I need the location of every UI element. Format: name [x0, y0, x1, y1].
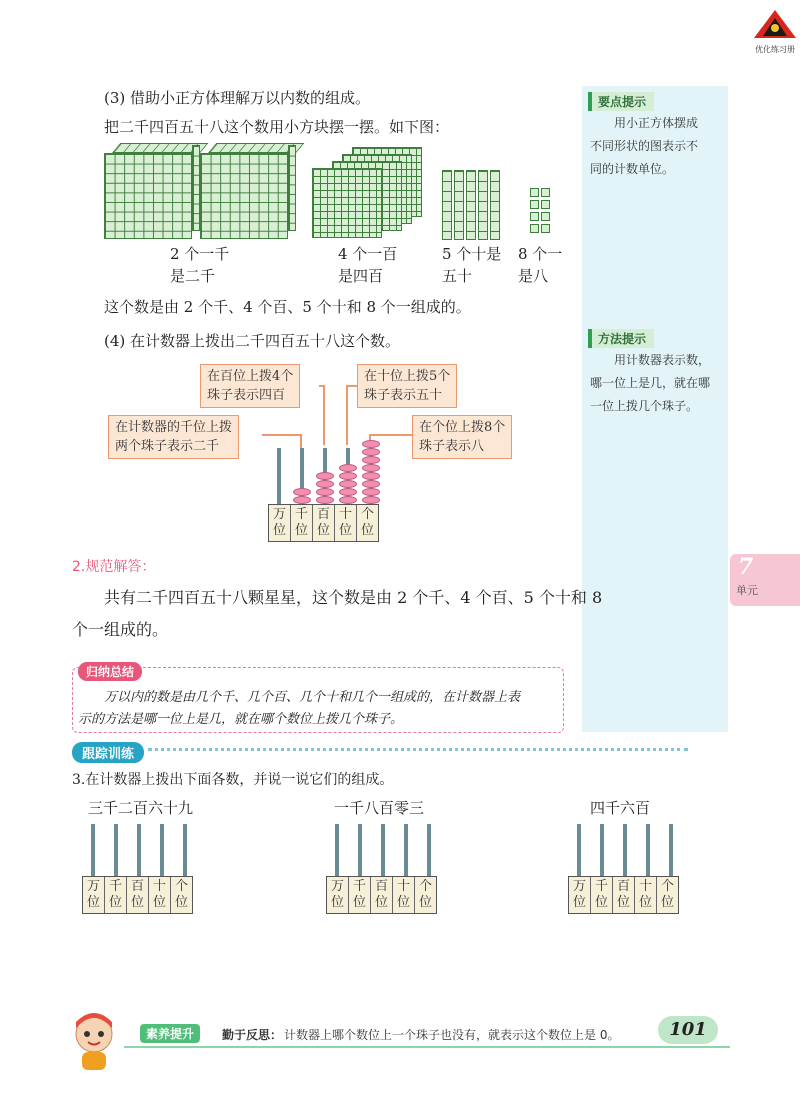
unit-cube [541, 212, 550, 221]
footer-label: 勤于反思： [222, 1028, 283, 1042]
rod [160, 824, 164, 876]
training-tag: 跟踪训练 [72, 742, 144, 763]
tip-line: 用小正方体摆成 [614, 116, 699, 130]
caption-ones-2: 是八 [518, 267, 549, 285]
callout-line: 在十位上拨5个 [364, 369, 451, 384]
callout-line: 在百位上拨4个 [207, 369, 294, 384]
abacus-base [568, 876, 679, 914]
place-ten-thousands: 万 位 [83, 877, 105, 913]
bead [362, 472, 380, 480]
unit-cube [530, 200, 539, 209]
bead [362, 464, 380, 472]
rod [114, 824, 118, 876]
place-hundreds: 百 位 [613, 877, 635, 913]
footer-rule [124, 1046, 730, 1048]
leader-line [262, 434, 302, 436]
rod [335, 824, 339, 876]
q3-number-2: 一千八百零三 [334, 799, 425, 817]
unit-tab [730, 554, 800, 606]
caption-thousands-2: 是二千 [170, 267, 216, 285]
summary-line-1: 万以内的数是由几个千、几个百、几个十和几个一组成的，在计数器上表 [104, 690, 521, 705]
callout-tens [357, 364, 457, 408]
ten-rod [466, 170, 476, 240]
bead [339, 496, 357, 504]
unit-cube [541, 188, 550, 197]
caption-tens-1: 5 个十是 [442, 245, 502, 263]
bead [339, 488, 357, 496]
rod [577, 824, 581, 876]
rod [600, 824, 604, 876]
callout-hundreds [200, 364, 300, 408]
rod [381, 824, 385, 876]
tip-line: 不同形状的图表示不 [590, 139, 699, 153]
caption-tens-2: 五十 [442, 267, 473, 285]
leader-line [346, 385, 348, 445]
unit-cube [541, 200, 550, 209]
answer-heading: 2.规范解答： [72, 559, 156, 575]
place-ten-thousands: 万 位 [327, 877, 349, 913]
rod [646, 824, 650, 876]
callout-line: 珠子表示五十 [364, 388, 443, 403]
place-ones: 个 位 [660, 879, 674, 910]
unit-cube [530, 212, 539, 221]
place-thousands: 千 位 [591, 877, 613, 913]
callout-ones [412, 415, 512, 459]
leader-line [369, 434, 413, 436]
blank-abacus[interactable] [326, 824, 442, 916]
q3-number-3: 四千六百 [590, 799, 651, 817]
bead [339, 464, 357, 472]
caption-ones-1: 8 个一 [518, 245, 563, 263]
tip-line: 一位上拨几个珠子。 [590, 399, 699, 413]
unit-cube [541, 224, 550, 233]
bead [293, 496, 311, 504]
bead [316, 488, 334, 496]
place-tens: 十 位 [635, 877, 657, 913]
place-tens: 十 位 [393, 877, 415, 913]
page-number: 101 [658, 1016, 718, 1044]
tip-line: 用计数器表示数， [614, 353, 711, 367]
ten-rod [442, 170, 452, 240]
place-ones: 个 位 [174, 879, 188, 910]
place-hundreds: 百 位 [127, 877, 149, 913]
hundred-flat [312, 168, 382, 238]
unit-number: 7 [738, 554, 754, 580]
abacus-base [326, 876, 437, 914]
rod [623, 824, 627, 876]
tip-line: 哪一位上是几，就在哪 [590, 376, 711, 390]
callout-line: 珠子表示四百 [207, 388, 286, 403]
bead [316, 472, 334, 480]
rod [358, 824, 362, 876]
leader-line [323, 385, 325, 445]
rod [183, 824, 187, 876]
rod [91, 824, 95, 876]
callout-line: 在个位上拨8个 [419, 420, 506, 435]
place-thousands: 千 位 [291, 505, 313, 541]
answer-line-1: 共有二千四百五十八颗星星，这个数是由 2 个千、4 个百、5 个十和 8 [104, 588, 603, 607]
callout-line: 珠子表示八 [419, 439, 485, 454]
rod [137, 824, 141, 876]
place-ones: 个 位 [418, 879, 432, 910]
place-ones: 个 位 [360, 507, 374, 538]
question-3: 3.在计数器上拨出下面各数，并说一说它们的组成。 [72, 772, 394, 788]
bead [362, 456, 380, 464]
place-ten-thousands: 万 位 [269, 505, 291, 541]
tip-title-method: 方法提示 [588, 329, 654, 348]
section-3-heading: (3) 借助小正方体理解万以内数的组成。 [104, 89, 371, 107]
ten-rod [490, 170, 500, 240]
unit-cube [530, 188, 539, 197]
place-hundreds: 百 位 [371, 877, 393, 913]
ten-rod [478, 170, 488, 240]
leader-line [319, 385, 325, 387]
thousand-cube [104, 143, 200, 239]
logo-text: 优化练习册 [755, 45, 795, 54]
section-3-intro: 把二千四百五十八这个数用小方块摆一摆。如下图： [104, 118, 450, 136]
rod [427, 824, 431, 876]
callout-line: 在计数器的千位上拨 [115, 420, 233, 435]
place-tens: 十 位 [149, 877, 171, 913]
footer-tag: 素养提升 [140, 1024, 200, 1043]
rod [669, 824, 673, 876]
callout-line: 两个珠子表示二千 [115, 439, 220, 454]
place-thousands: 千 位 [105, 877, 127, 913]
leader-line [346, 385, 358, 387]
summary-tag: 归纳总结 [78, 662, 142, 681]
bead [339, 480, 357, 488]
bead [316, 480, 334, 488]
caption-thousands-1: 2 个一千 [170, 245, 230, 263]
callout-thousands [108, 415, 239, 459]
caption-hundreds-1: 4 个一百 [338, 245, 398, 263]
bead [362, 448, 380, 456]
q3-number-1: 三千二百六十九 [88, 799, 194, 817]
abacus-base [82, 876, 193, 914]
place-hundreds: 百 位 [313, 505, 335, 541]
place-thousands: 千 位 [349, 877, 371, 913]
mascot-icon [64, 1008, 124, 1074]
logo-icon [752, 8, 798, 40]
thousand-cube [200, 143, 298, 239]
blank-abacus[interactable] [568, 824, 684, 916]
publisher-logo [752, 8, 798, 54]
answer-line-2: 个一组成的。 [72, 620, 169, 639]
footer-text: 计数器上哪个数位上一个珠子也没有，就表示这个数位上是 0。 [284, 1028, 620, 1042]
place-ten-thousands: 万 位 [569, 877, 591, 913]
rod-ten-thousands [277, 448, 281, 504]
tip-title-key-points: 要点提示 [588, 92, 654, 111]
bead [339, 472, 357, 480]
ten-rod [454, 170, 464, 240]
bead [362, 480, 380, 488]
bead [362, 488, 380, 496]
blank-abacus[interactable] [82, 824, 198, 916]
bead [293, 488, 311, 496]
unit-label: 单元 [736, 584, 758, 597]
rod [404, 824, 408, 876]
abacus-base [268, 504, 379, 542]
bead [362, 496, 380, 504]
summary-line-2: 示的方法是哪一位上是几，就在哪个数位上拨几个珠子。 [78, 712, 404, 727]
training-divider [148, 748, 688, 759]
caption-hundreds-2: 是四百 [338, 267, 384, 285]
bead [316, 496, 334, 504]
unit-cube [530, 224, 539, 233]
bead [362, 440, 380, 448]
section-4-heading: (4) 在计数器上拨出二千四百五十八这个数。 [104, 332, 401, 350]
tip-line: 同的计数单位。 [590, 162, 675, 176]
section-3-conclusion: 这个数是由 2 个千、4 个百、5 个十和 8 个一组成的。 [104, 298, 471, 316]
abacus-main [268, 448, 384, 544]
place-tens: 十 位 [335, 505, 357, 541]
